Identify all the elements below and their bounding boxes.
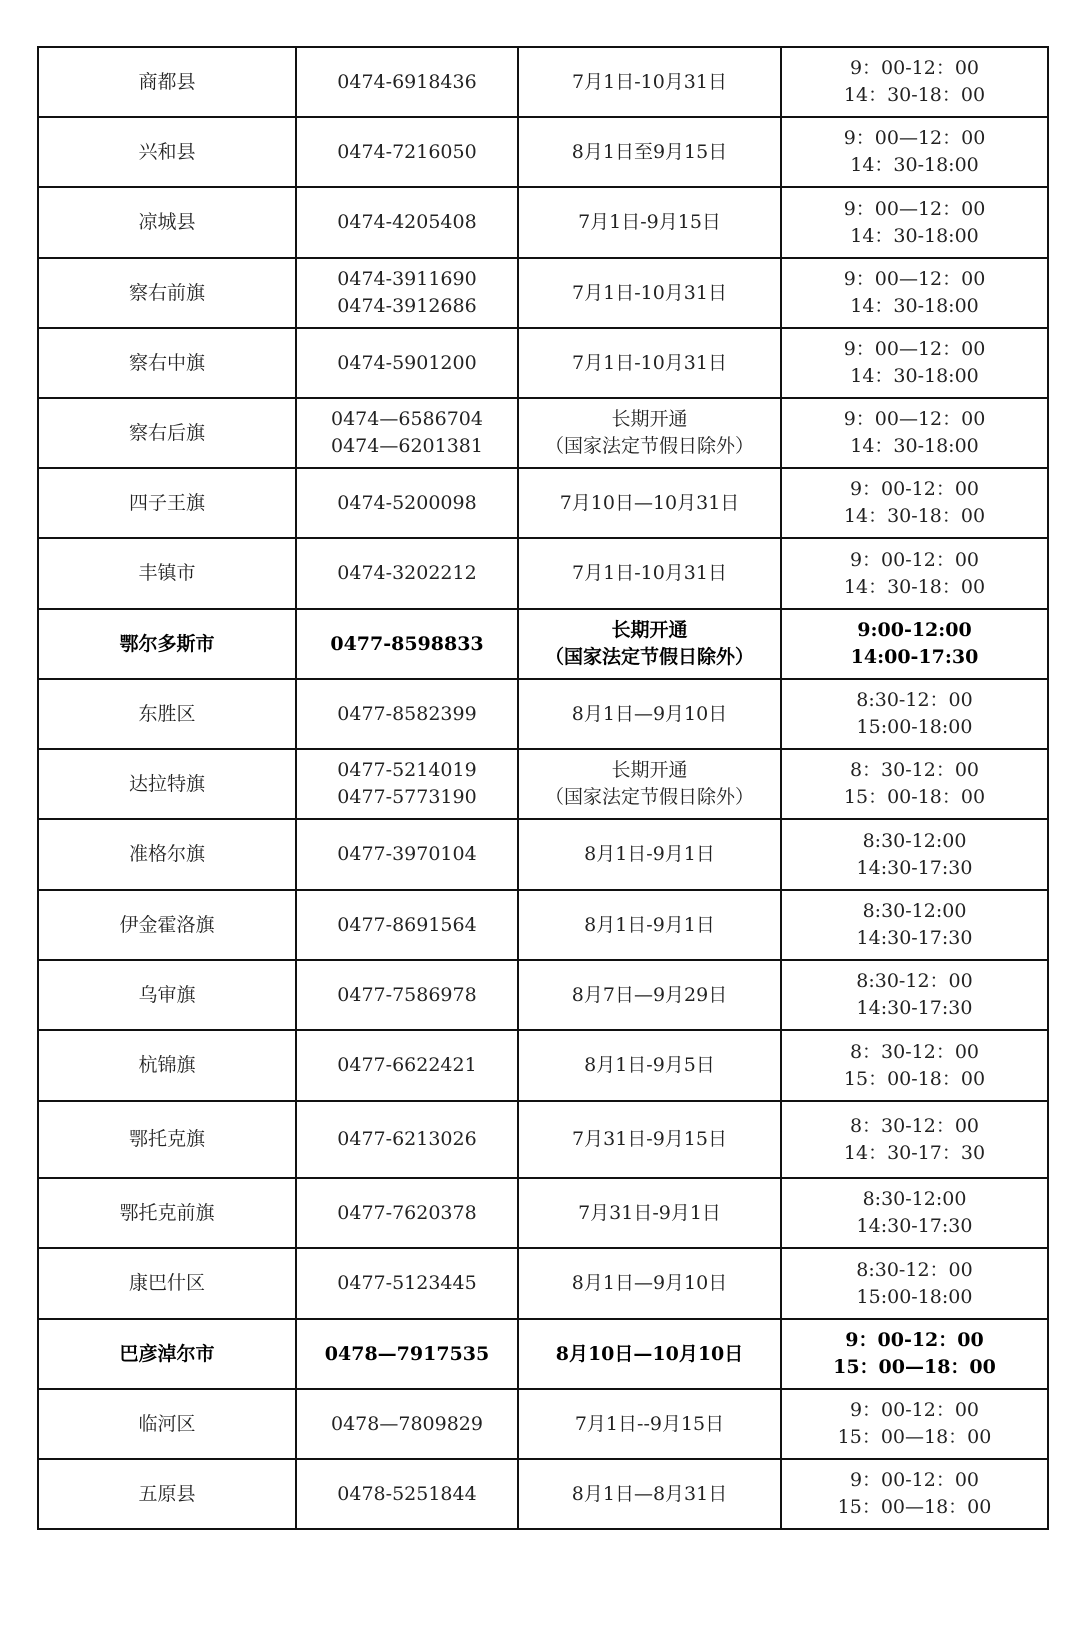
hours-cell-line: 8:30-12：00	[856, 1258, 973, 1281]
phone-cell	[296, 819, 518, 890]
region-cell: 五原县	[38, 1459, 296, 1529]
hours-cell-line: 9：00—12：00	[843, 408, 986, 430]
date-range-cell	[518, 609, 781, 679]
hours-cell-line: 14：30-18:00	[850, 224, 979, 247]
hours-cell-line: 14:00-17:30	[850, 646, 979, 668]
date-range-cell-line: 8月7日—9月29日	[571, 983, 728, 1006]
hours-cell	[781, 47, 1048, 117]
hours-cell-line: 14：30-18：00	[843, 575, 986, 598]
date-range-cell-line: 8月1日-9月5日	[584, 1054, 715, 1076]
phone-cell-line: 0474-7216050	[337, 140, 477, 163]
phone-cell-line: 0477-5214019	[337, 759, 477, 781]
table-row	[38, 890, 1048, 960]
table-row	[38, 819, 1048, 890]
phone-cell	[296, 1101, 518, 1178]
region-cell: 兴和县	[38, 117, 296, 187]
phone-cell-line: 0477-7586978	[337, 983, 477, 1006]
phone-cell	[296, 468, 518, 538]
region-cell: 四子王旗	[38, 468, 296, 538]
phone-cell	[296, 1248, 518, 1319]
table-row	[38, 538, 1048, 609]
phone-cell-line: 0477-8582399	[337, 702, 477, 725]
phone-cell-line: 0474-4205408	[337, 211, 477, 233]
date-range-cell-line: 长期开通	[611, 619, 688, 641]
table-row	[38, 117, 1048, 187]
date-range-cell-line: （国家法定节假日除外）	[544, 786, 754, 808]
table-row	[38, 1030, 1048, 1101]
hours-cell-line: 8：30-12：00	[849, 1040, 980, 1063]
table-row	[38, 1389, 1048, 1459]
date-range-cell-line: 长期开通	[611, 408, 688, 430]
table-row	[38, 1319, 1048, 1389]
hours-cell-line: 8:30-12:00	[862, 900, 967, 922]
region-cell: 杭锦旗	[38, 1030, 296, 1101]
hours-cell-line: 9：00—12：00	[843, 268, 986, 290]
phone-cell-line: 0474-5200098	[337, 491, 477, 514]
date-range-cell	[518, 117, 781, 187]
table-row	[38, 258, 1048, 328]
service-hours-table	[37, 46, 1049, 1530]
date-range-cell-line: 8月1日—9月10日	[571, 1272, 728, 1294]
region-cell: 鄂托克前旗	[38, 1178, 296, 1248]
table-row	[38, 1459, 1048, 1529]
date-range-cell	[518, 1248, 781, 1319]
region-cell: 察右前旗	[38, 258, 296, 328]
table-row	[38, 398, 1048, 468]
table-row	[38, 187, 1048, 258]
hours-cell-line: 9:00-12:00	[857, 619, 972, 641]
hours-cell	[781, 609, 1048, 679]
hours-cell	[781, 398, 1048, 468]
date-range-cell-line: 长期开通	[611, 759, 688, 781]
phone-cell	[296, 1030, 518, 1101]
table-row	[38, 328, 1048, 398]
date-range-cell-line: 7月1日-9月15日	[578, 211, 721, 233]
date-range-cell-line: 8月1日-9月1日	[584, 913, 715, 936]
hours-cell	[781, 1101, 1048, 1178]
phone-cell-line: 0477-7620378	[337, 1201, 477, 1224]
date-range-cell	[518, 328, 781, 398]
hours-cell-line: 9：00-12：00	[849, 1399, 980, 1421]
region-cell: 乌审旗	[38, 960, 296, 1030]
hours-cell-line: 8:30-12:00	[862, 829, 967, 852]
phone-cell	[296, 609, 518, 679]
hours-cell	[781, 1389, 1048, 1459]
date-range-cell-line: 7月1日-10月31日	[572, 70, 727, 93]
phone-cell-line: 0474-3912686	[337, 295, 477, 317]
hours-cell	[781, 538, 1048, 609]
table-row	[38, 1101, 1048, 1178]
hours-cell-line: 14：30-18:00	[850, 295, 979, 317]
phone-cell	[296, 1178, 518, 1248]
date-range-cell-line: （国家法定节假日除外）	[544, 646, 754, 668]
date-range-cell	[518, 1101, 781, 1178]
hours-cell-line: 15：00-18：00	[843, 786, 986, 808]
table-row	[38, 1178, 1048, 1248]
hours-cell-line: 9：00—12：00	[843, 338, 986, 360]
region-cell: 商都县	[38, 47, 296, 117]
date-range-cell	[518, 1030, 781, 1101]
date-range-cell	[518, 1389, 781, 1459]
hours-cell	[781, 1248, 1048, 1319]
phone-cell	[296, 1319, 518, 1389]
hours-cell	[781, 1030, 1048, 1101]
date-range-cell-line: 7月31日-9月15日	[572, 1128, 727, 1150]
date-range-cell	[518, 1178, 781, 1248]
phone-cell	[296, 749, 518, 819]
phone-cell-line: 0477-8598833	[330, 632, 484, 655]
table-body	[38, 47, 1048, 1529]
hours-cell	[781, 258, 1048, 328]
hours-cell	[781, 1459, 1048, 1529]
region-cell: 达拉特旗	[38, 749, 296, 819]
hours-cell	[781, 117, 1048, 187]
phone-cell-line: 0474-3911690	[337, 268, 477, 290]
phone-cell	[296, 538, 518, 609]
table-row	[38, 1248, 1048, 1319]
date-range-cell	[518, 258, 781, 328]
hours-cell-line: 8：30-12：00	[849, 1114, 980, 1137]
date-range-cell-line: 8月1日-9月1日	[584, 843, 715, 865]
hours-cell-line: 14:30-17:30	[856, 1215, 973, 1237]
hours-cell-line: 14：30-18:00	[850, 365, 979, 387]
hours-cell	[781, 679, 1048, 749]
date-range-cell-line: 7月31日-9月1日	[578, 1201, 721, 1224]
hours-cell-line: 15:00-18:00	[856, 1285, 973, 1308]
phone-cell-line: 0478-5251844	[337, 1482, 477, 1505]
date-range-cell	[518, 187, 781, 258]
date-range-cell	[518, 1319, 781, 1389]
hours-cell-line: 14：30-18:00	[850, 435, 979, 457]
hours-cell	[781, 468, 1048, 538]
phone-cell-line: 0474—6586704	[331, 408, 483, 430]
date-range-cell-line: 7月1日-10月31日	[572, 281, 727, 304]
hours-cell	[781, 328, 1048, 398]
phone-cell-line: 0474—6201381	[331, 435, 483, 457]
phone-cell-line: 0474-5901200	[337, 351, 477, 374]
date-range-cell-line: 7月1日--9月15日	[574, 1412, 725, 1435]
hours-cell-line: 14：30-18:00	[850, 154, 979, 176]
hours-cell-line: 15：00—18：00	[833, 1356, 996, 1378]
hours-cell-line: 8：30-12：00	[849, 759, 980, 781]
region-cell: 凉城县	[38, 187, 296, 258]
hours-cell-line: 14：30-18：00	[843, 505, 986, 527]
hours-cell	[781, 1319, 1048, 1389]
hours-cell-line: 9：00-12：00	[849, 548, 980, 571]
date-range-cell-line: 8月1日—8月31日	[571, 1482, 728, 1505]
date-range-cell	[518, 679, 781, 749]
hours-cell	[781, 187, 1048, 258]
table-row	[38, 679, 1048, 749]
phone-cell	[296, 47, 518, 117]
hours-cell-line: 8:30-12：00	[856, 970, 973, 992]
phone-cell	[296, 117, 518, 187]
region-cell: 察右中旗	[38, 328, 296, 398]
date-range-cell	[518, 749, 781, 819]
phone-cell-line: 0478—7809829	[331, 1412, 483, 1435]
region-cell: 鄂尔多斯市	[38, 609, 296, 679]
date-range-cell	[518, 538, 781, 609]
region-cell: 鄂托克旗	[38, 1101, 296, 1178]
table-row	[38, 47, 1048, 117]
date-range-cell-line: 7月1日-10月31日	[572, 562, 727, 584]
date-range-cell	[518, 890, 781, 960]
hours-cell	[781, 960, 1048, 1030]
table-row	[38, 468, 1048, 538]
hours-cell-line: 15:00-18:00	[856, 716, 973, 738]
date-range-cell	[518, 47, 781, 117]
region-cell: 康巴什区	[38, 1248, 296, 1319]
region-cell: 察右后旗	[38, 398, 296, 468]
hours-cell-line: 9：00—12：00	[843, 197, 986, 220]
hours-cell	[781, 819, 1048, 890]
date-range-cell-line: 7月1日-10月31日	[572, 351, 727, 374]
date-range-cell-line: （国家法定节假日除外）	[544, 435, 754, 457]
phone-cell	[296, 890, 518, 960]
phone-cell	[296, 258, 518, 328]
hours-cell-line: 8:30-12:00	[862, 1188, 967, 1210]
phone-cell	[296, 679, 518, 749]
date-range-cell-line: 8月10日—10月10日	[555, 1342, 744, 1365]
hours-cell-line: 9：00-12：00	[849, 57, 980, 79]
phone-cell	[296, 1459, 518, 1529]
date-range-cell	[518, 960, 781, 1030]
hours-cell-line: 14：30-17：30	[843, 1141, 986, 1164]
phone-cell	[296, 187, 518, 258]
date-range-cell	[518, 468, 781, 538]
date-range-cell	[518, 819, 781, 890]
region-cell: 丰镇市	[38, 538, 296, 609]
hours-cell-line: 14：30-18：00	[843, 84, 986, 106]
phone-cell	[296, 328, 518, 398]
region-cell: 临河区	[38, 1389, 296, 1459]
hours-cell-line: 9：00—12：00	[843, 127, 986, 149]
phone-cell-line: 0477-6213026	[337, 1128, 477, 1150]
date-range-cell	[518, 398, 781, 468]
hours-cell-line: 8:30-12：00	[856, 689, 973, 711]
hours-cell	[781, 1178, 1048, 1248]
table-row	[38, 749, 1048, 819]
table-row	[38, 960, 1048, 1030]
phone-cell	[296, 1389, 518, 1459]
phone-cell-line: 0477-5773190	[337, 786, 477, 808]
hours-cell-line: 9：00-12：00	[849, 1469, 980, 1491]
date-range-cell-line: 8月1日—9月10日	[571, 702, 728, 725]
hours-cell-line: 14:30-17:30	[856, 927, 973, 949]
region-cell: 伊金霍洛旗	[38, 890, 296, 960]
hours-cell-line: 15：00—18：00	[837, 1426, 992, 1448]
phone-cell	[296, 960, 518, 1030]
region-cell: 东胜区	[38, 679, 296, 749]
phone-cell	[296, 398, 518, 468]
hours-cell-line: 9：00-12：00	[845, 1329, 984, 1351]
date-range-cell-line: 8月1日至9月15日	[571, 140, 728, 163]
phone-cell-line: 0477-6622421	[337, 1054, 477, 1076]
phone-cell-line: 0477-8691564	[337, 913, 477, 936]
hours-cell-line: 15：00-18：00	[843, 1067, 986, 1090]
phone-cell-line: 0478—7917535	[324, 1342, 490, 1365]
region-cell: 准格尔旗	[38, 819, 296, 890]
hours-cell-line: 14:30-17:30	[856, 997, 973, 1019]
phone-cell-line: 0477-3970104	[337, 843, 477, 865]
hours-cell-line: 14:30-17:30	[856, 856, 973, 879]
hours-cell	[781, 749, 1048, 819]
hours-cell-line: 9：00-12：00	[849, 478, 980, 500]
table-row	[38, 609, 1048, 679]
phone-cell-line: 0474-6918436	[337, 70, 477, 93]
phone-cell-line: 0477-5123445	[337, 1272, 477, 1294]
hours-cell-line: 15：00—18：00	[837, 1496, 992, 1518]
date-range-cell-line: 7月10日—10月31日	[559, 491, 740, 514]
date-range-cell	[518, 1459, 781, 1529]
region-cell: 巴彦淖尔市	[38, 1319, 296, 1389]
hours-cell	[781, 890, 1048, 960]
phone-cell-line: 0474-3202212	[337, 562, 477, 584]
